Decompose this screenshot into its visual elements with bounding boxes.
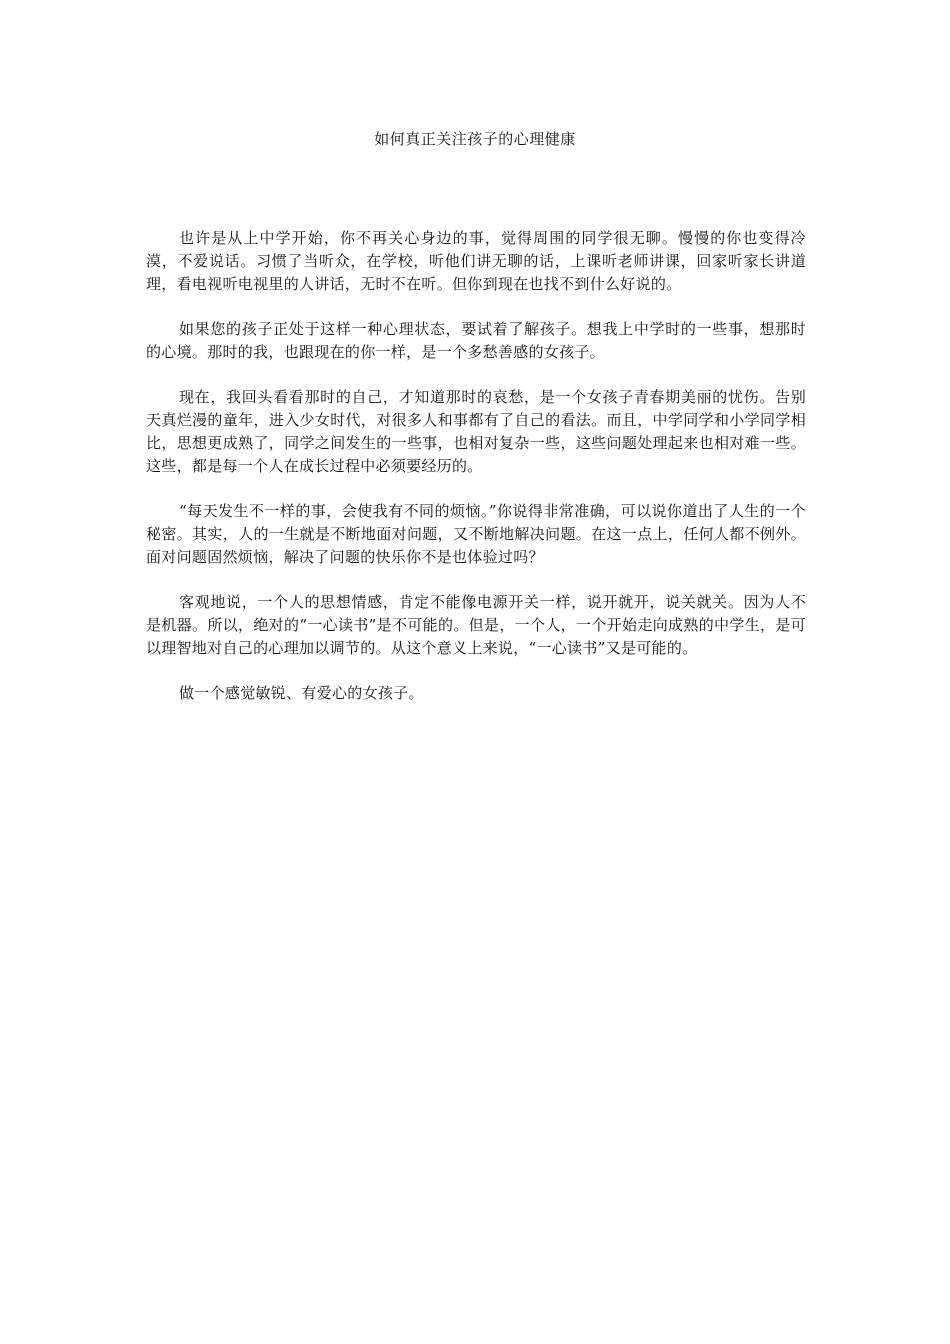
paragraph: 如果您的孩子正处于这样一种心理状态，要试着了解孩子。想我上中学时的一些事，想那时的心境。那时的我，也跟现在的你一样，是一个多愁善感的女孩子。 <box>146 320 806 361</box>
paragraph: 客观地说，一个人的思想情感，肯定不能像电源开关一样，说开就开，说关就关。因为人不是机器。所以，绝对的“一心读书”是不可能的。但是，一个人，一个开始走向成熟的中学生，是可以理智地对自己的心理加以调节的。从这个意义上来说，“一心读书”又是可能的。 <box>146 593 806 657</box>
document-body <box>146 227 806 727</box>
document-title: 如何真正关注孩子的心理健康 <box>374 130 576 148</box>
paragraph: 现在，我回头看看那时的自己，才知道那时的哀愁，是一个女孩子青春期美丽的忧伤。告别天真烂漫的童年，进入少女时代，对很多人和事都有了自己的看法。而且，中学同学和小学同学相比，思想更成熟了，同学之间发生的一些事，也相对复杂一些，这些问题处理起来也相对难一些。这些，都是每一个人在成长过程中必须要经历的。 <box>146 388 806 475</box>
paragraph: 也许是从上中学开始，你不再关心身边的事，觉得周围的同学很无聊。慢慢的你也变得冷漠，不爱说话。习惯了当听众，在学校，听他们讲无聊的话，上课听老师讲课，回家听家长讲道理，看电视听电视里的人讲话，无时不在听。但你到现在也找不到什么好说的。 <box>146 229 806 293</box>
paragraph: “每天发生不一样的事，会使我有不同的烦恼。”你说得非常准确，可以说你道出了人生的一个秘密。其实，人的一生就是不断地面对问题，又不断地解决问题。在这一点上，任何人都不例外。面对问题固然烦恼，解决了问题的快乐你不是也体验过吗？ <box>146 502 806 566</box>
paragraph: 做一个感觉敏锐、有爱心的女孩子。 <box>179 684 424 702</box>
